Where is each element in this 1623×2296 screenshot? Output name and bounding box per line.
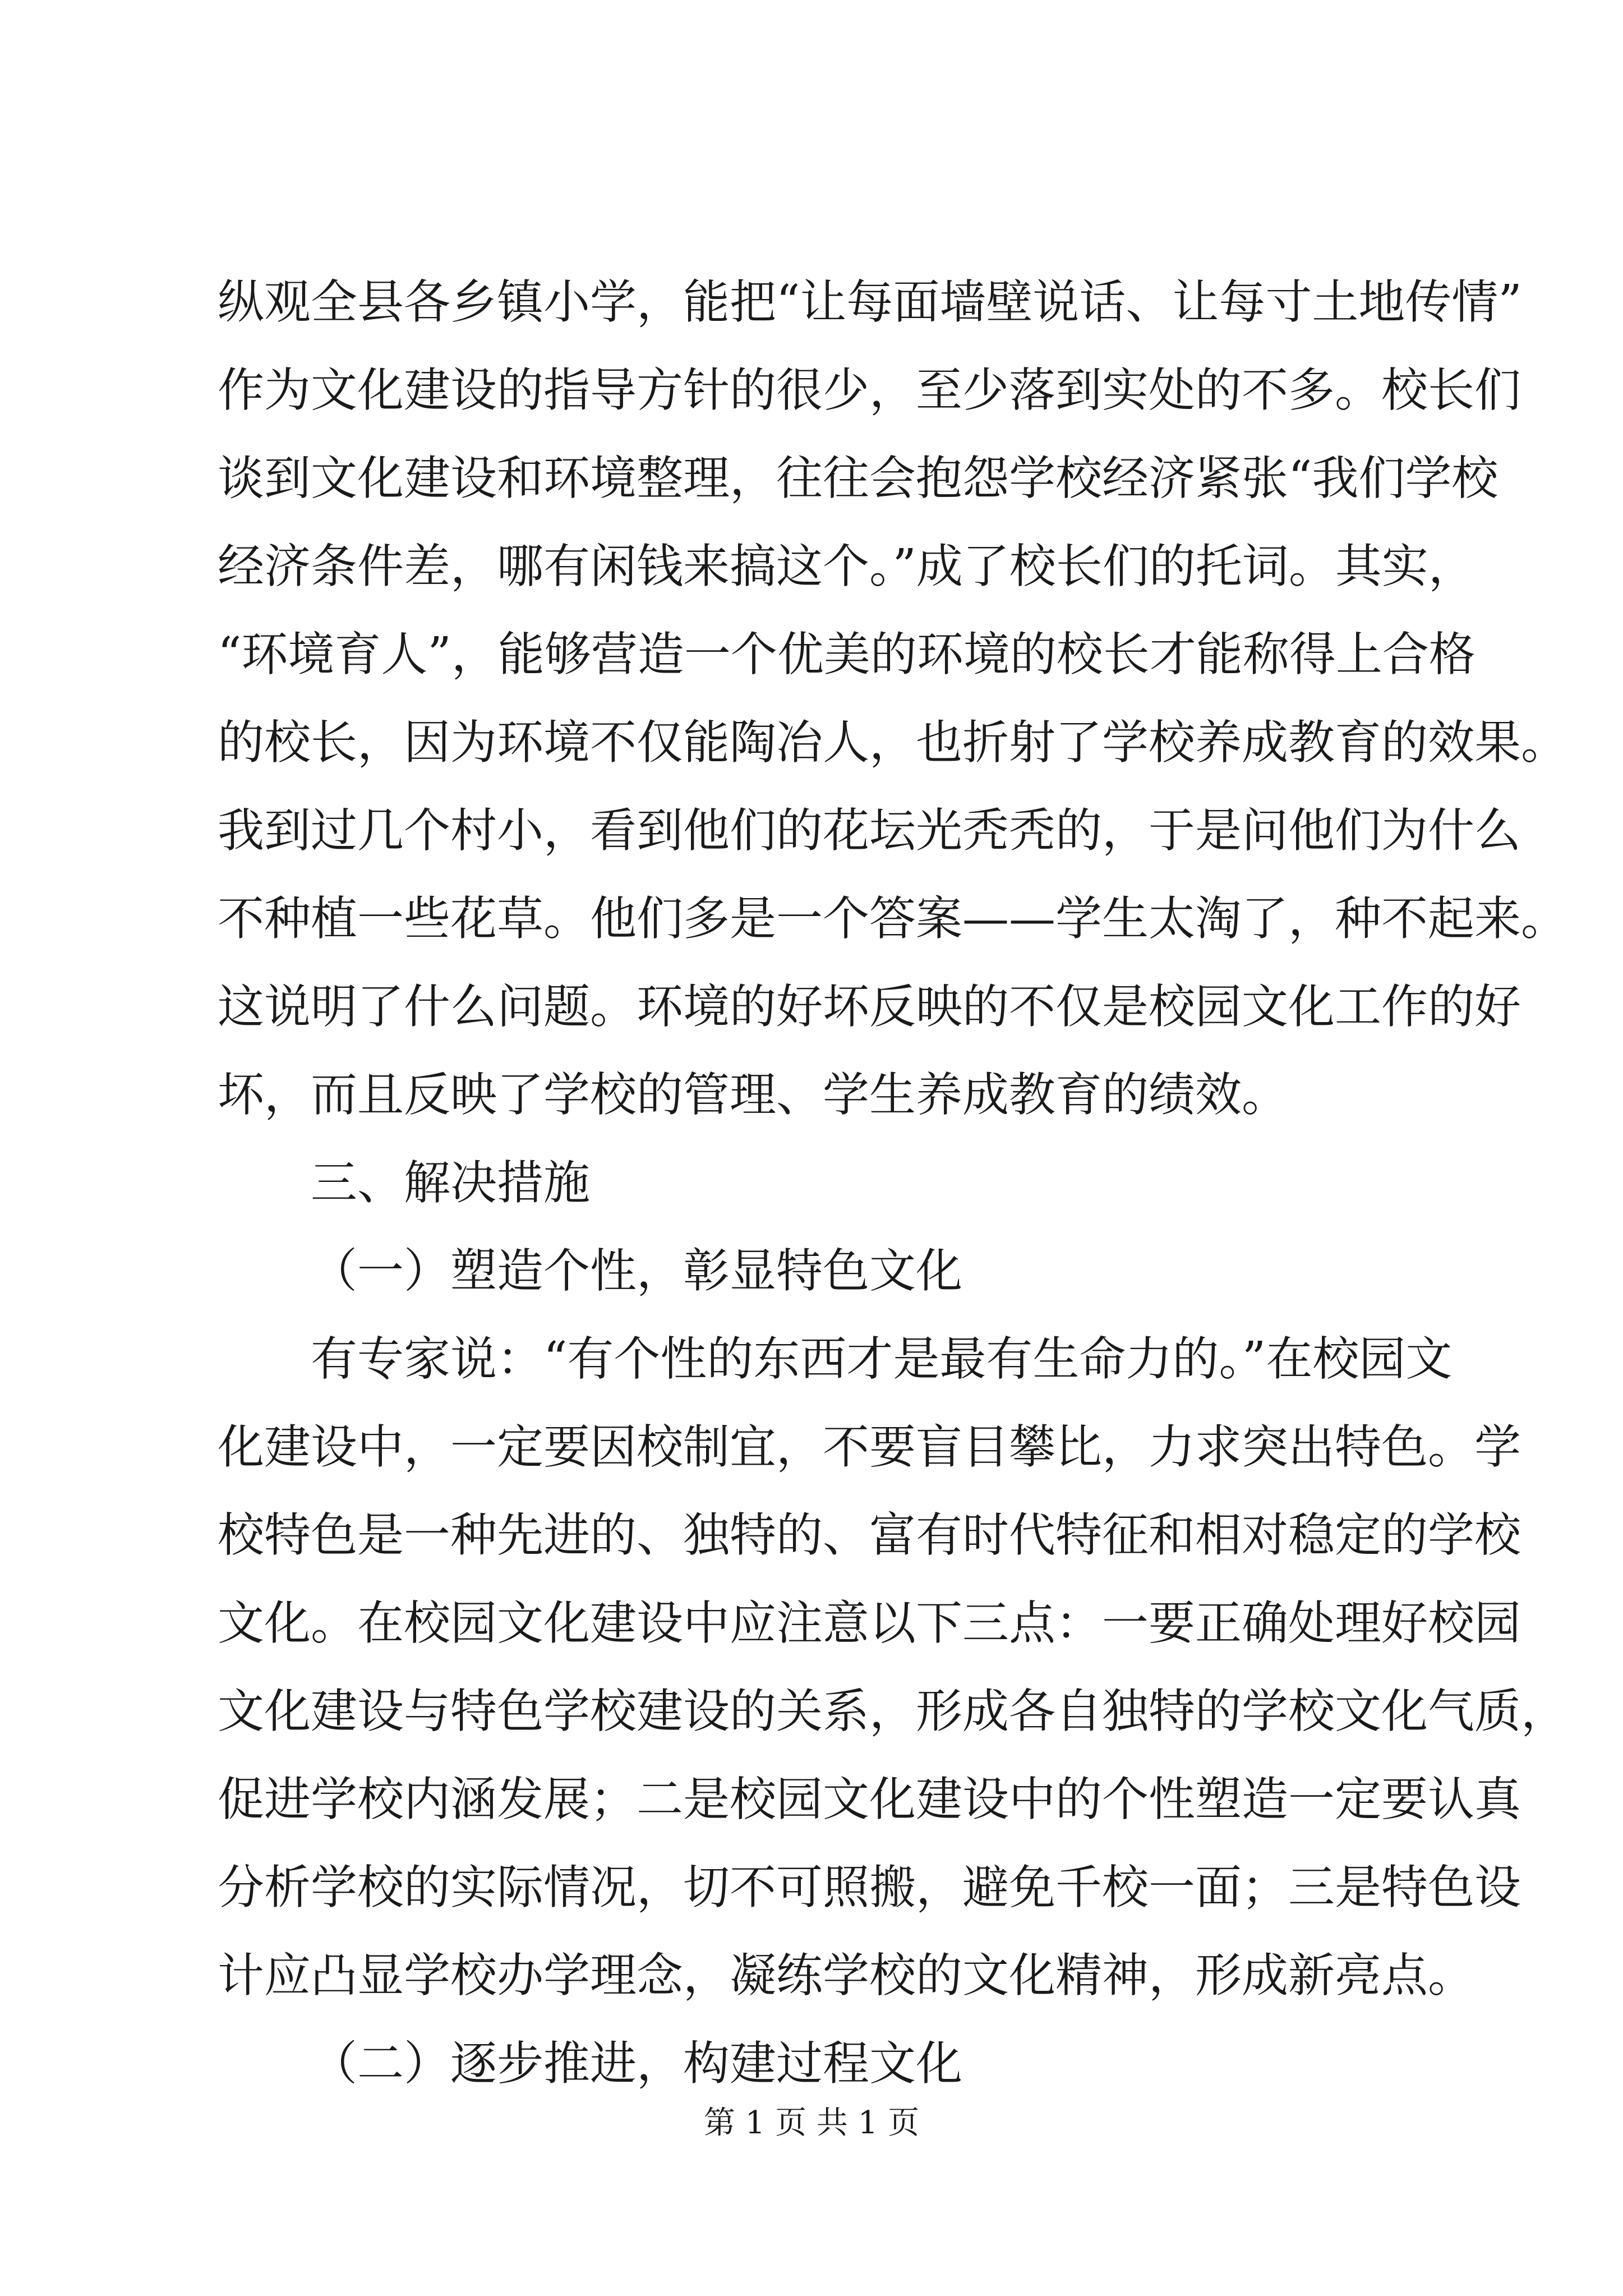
- section-heading: 三、解决措施: [311, 1156, 590, 1210]
- page-footer: 第 1 页 共 1 页: [703, 2105, 920, 2141]
- paragraph-line: 计应凸显学校办学理念，凝练学校的文化精神，形成新亮点。: [218, 1948, 1474, 2003]
- paragraph-line: 化建设中，一定要因校制宜，不要盲目攀比，力求突出特色。学: [218, 1420, 1521, 1474]
- paragraph-line: 校特色是一种先进的、独特的、富有时代特征和相对稳定的学校: [218, 1508, 1521, 1562]
- paragraph-line: 的校长，因为环境不仅能陶冶人，也折射了学校养成教育的效果。: [218, 715, 1567, 770]
- paragraph-line: 谈到文化建设和环境整理，往往会抱怨学校经济紧张“我们学校: [218, 451, 1498, 505]
- paragraph-line: “环境育人”，能够营造一个优美的环境的校长才能称得上合格: [218, 627, 1476, 682]
- subsection-heading: （二）逐步推进，构建过程文化: [311, 2036, 962, 2091]
- paragraph-line: 我到过几个村小，看到他们的花坛光秃秃的，于是问他们为什么: [218, 803, 1521, 858]
- document-body: [218, 258, 1567, 2108]
- paragraph-line: 不种植一些花草。他们多是一个答案——学生太淘了，种不起来。: [218, 891, 1567, 946]
- paragraph-line: 文化建设与特色学校建设的关系，形成各自独特的学校文化气质，: [218, 1684, 1567, 1738]
- paragraph-line: 这说明了什么问题。环境的好坏反映的不仅是校园文化工作的好: [218, 979, 1521, 1034]
- subsection-heading: （一）塑造个性，彰显特色文化: [311, 1244, 962, 1298]
- paragraph-line: 促进学校内涵发展；二是校园文化建设中的个性塑造一定要认真: [218, 1772, 1521, 1826]
- paragraph-line: 文化。在校园文化建设中应注意以下三点：一要正确处理好校园: [218, 1596, 1521, 1650]
- paragraph-line: 作为文化建设的指导方针的很少，至少落到实处的不多。校长们: [218, 363, 1521, 417]
- paragraph-line: 纵观全县各乡镇小学，能把“让每面墙壁说话、让每寸土地传情”: [218, 275, 1522, 329]
- paragraph-line: 经济条件差，哪有闲钱来搞这个。”成了校长们的托词。其实，: [218, 539, 1475, 593]
- paragraph-line: 坏，而且反映了学校的管理、学生养成教育的绩效。: [218, 1068, 1288, 1122]
- paragraph-line: 分析学校的实际情况，切不可照搬，避免千校一面；三是特色设: [218, 1860, 1521, 1915]
- paragraph-line: 有专家说：“有个性的东西才是最有生命力的。”在校园文: [311, 1332, 1453, 1386]
